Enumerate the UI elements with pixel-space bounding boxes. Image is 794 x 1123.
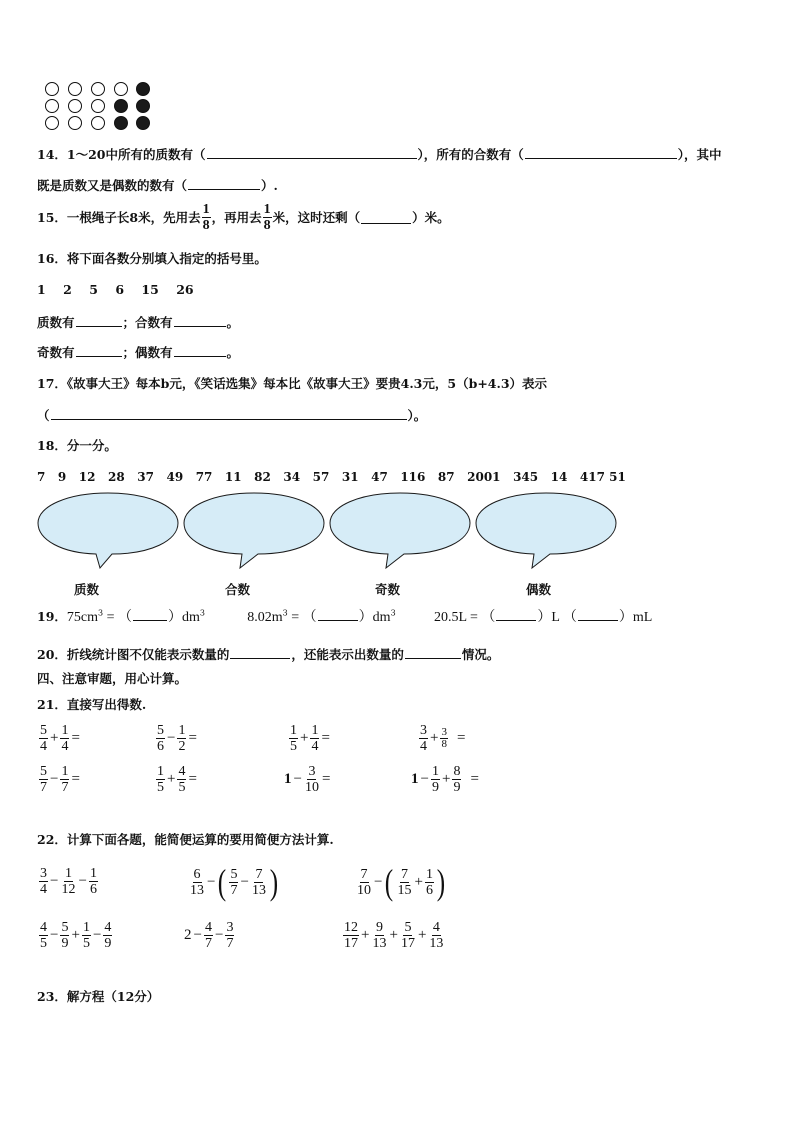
empty-dot [91,116,105,130]
answer-blank[interactable] [174,314,226,327]
question-20 [37,646,499,663]
answer-blank[interactable] [174,344,226,357]
answer-blank[interactable] [133,608,167,621]
superscript: 3 [282,608,288,618]
fraction: $\frac{1}{5}$ [82,920,90,951]
question-18-numbers: 7 9 12 28 37 49 77 11 82 34 57 31 47 116 87 2001 345 14 417 51 [37,470,626,484]
paren: ）。 [407,408,427,423]
empty-dot [68,82,82,96]
filled-dot [114,116,128,130]
q21-item-4: $\frac{3}{4}$ + $\frac{3}{8}$ = [420,723,466,754]
answer-blank[interactable] [578,608,618,621]
answer-blank[interactable] [188,177,260,190]
empty-dot [68,116,82,130]
q22-item-5: 2 − $\frac{4}{7}$ − $\frac{3}{7}$ [184,920,234,951]
question-14-line1 [37,146,722,163]
filled-dot [136,82,150,96]
fraction: $\frac{3}{10}$ [304,764,319,795]
question-22-title: 22．计算下面各题，能简便运算的要用简便方法计算. [37,832,334,847]
label: ；合数有 [122,315,173,330]
q21-item-5: $\frac{5}{7}$ − $\frac{1}{7}$ = [40,764,80,795]
q20-text: ，还能表示出数量的 [291,647,404,662]
question-17-line1: 17．《故事大王》每本b元，《笑话选集》每本比《故事大王》要贵4.3元，5（b+4.3）表示 [37,376,548,391]
fraction: $\frac{4}{13}$ [429,920,444,951]
fraction: $\frac{12}{17}$ [344,920,358,951]
fraction: $\frac{1}{6}$ [425,866,433,898]
q21-item-3: $\frac{1}{5}$ + $\frac{1}{4}$ = [290,723,330,754]
q19-text: 8.02m [247,610,283,625]
q20-text: 20．折线统计图不仅能表示数量的 [37,647,230,662]
fraction: $\frac{1}{8}$ [202,202,210,233]
fraction: $\frac{5}{6}$ [157,723,164,754]
superscript: 3 [199,608,205,618]
q22-item-4: $\frac{4}{5}$ − $\frac{5}{9}$ + $\frac{1}{5}$ − $\frac{4}{9}$ [40,920,112,951]
q15-text: 米，这时还剩（ [272,209,361,225]
question-15 [37,202,450,233]
question-19 [37,608,652,626]
q19-text: ）L （ [537,610,577,625]
q22-item-1: $\frac{3}{4}$ − $\frac{1}{12}$ − $\frac{1}{6}$ [40,866,97,897]
empty-dot [114,82,128,96]
empty-dot [91,99,105,113]
bubble-odd[interactable] [330,493,470,568]
fraction: $\frac{3}{4}$ [40,866,47,897]
question-21-title: 21．直接写出得数. [37,697,147,712]
q14-text: ），其中 [677,147,722,162]
q19-text: = （ [103,610,133,625]
answer-blank[interactable] [230,646,290,659]
q19-text: 75cm [66,610,99,625]
bubble-even[interactable] [476,493,616,568]
fraction: $\frac{9}{13}$ [372,920,387,951]
filled-dot [136,99,150,113]
fraction: $\frac{8}{9}$ [453,764,461,795]
fraction: $\frac{4}{5}$ [40,920,47,951]
fraction: $\frac{1}{6}$ [89,866,97,897]
fraction: $\frac{1}{8}$ [263,202,271,233]
fraction: $\frac{1}{7}$ [61,764,69,795]
fraction: $\frac{1}{9}$ [431,764,439,795]
question-23-title: 23．解方程（12分） [37,989,160,1004]
answer-blank[interactable] [318,608,358,621]
question-18-title: 18．分一分。 [37,438,117,453]
q19-text: ）dm [168,610,200,625]
empty-dot [68,99,82,113]
q15-text: ）米。 [412,209,450,225]
q20-text: 情况。 [461,647,500,662]
question-16-row1 [37,314,239,331]
bubble-label-even: 偶数 [526,582,552,597]
filled-dot [114,99,128,113]
bubble-label-composite: 合数 [225,582,251,597]
fraction: $\frac{7}{13}$ [251,866,266,898]
q19-text: 20.5L = （ [433,610,496,625]
question-16-numbers: 1 2 5 6 15 26 [37,282,194,297]
speech-bubbles [0,486,794,576]
q22-item-6: $\frac{12}{17}$ + $\frac{9}{13}$ + $\frac{5}{17}$ + $\frac{4}{13}$ [344,920,444,951]
filled-dot [136,116,150,130]
q19-text: ）mL [618,610,653,625]
q22-item-3: $\frac{7}{10}$ − ( $\frac{7}{15}$ + $\frac{1}{6}$ ) [357,862,446,902]
q14-text: 14．1～20中所有的质数有（ [37,147,206,162]
bubble-label-odd: 奇数 [375,582,401,597]
label: 质数有 [37,315,75,330]
q19-text: = （ [287,610,317,625]
empty-dot [91,82,105,96]
empty-dot [45,116,59,130]
q14-text: ）. [261,178,278,193]
fraction: $\frac{1}{5}$ [157,764,164,795]
q19-text: ）dm [358,610,391,625]
answer-blank[interactable] [76,344,122,357]
q21-item-6: $\frac{1}{5}$ + $\frac{4}{5}$ = [157,764,197,795]
fraction: $\frac{4}{5}$ [178,764,186,795]
fraction: $\frac{5}{9}$ [61,920,69,951]
question-16-row2 [37,344,239,361]
fraction: $\frac{1}{4}$ [61,723,69,754]
fraction: $\frac{1}{4}$ [311,723,319,754]
fraction: $\frac{3}{8}$ [441,726,447,750]
label: 奇数有 [37,345,75,360]
fraction: $\frac{1}{5}$ [290,723,297,754]
q21-item-7: 1 − $\frac{3}{10}$ = [284,764,331,795]
fraction: $\frac{5}{17}$ [400,920,415,951]
label: 。 [226,345,240,360]
fraction: $\frac{3}{7}$ [226,920,234,951]
fraction: $\frac{5}{7}$ [230,866,238,898]
answer-blank[interactable] [496,608,536,621]
bubble-prime[interactable] [38,493,178,568]
q21-item-1: $\frac{5}{4}$ + $\frac{1}{4}$ = [40,723,80,754]
superscript: 3 [98,608,104,618]
answer-blank[interactable] [51,407,407,420]
q14-text: ），所有的合数有（ [417,147,524,162]
empty-dot [45,82,59,96]
answer-blank[interactable] [76,314,122,327]
fraction: $\frac{4}{7}$ [204,920,212,951]
question-14-line2 [37,177,278,194]
fraction: $\frac{7}{15}$ [397,866,412,898]
fraction: $\frac{4}{9}$ [104,920,112,951]
q14-text: 既是质数又是偶数的数有（ [37,178,188,193]
q15-text: ，再用去 [211,209,262,225]
q21-item-8: 1 − $\frac{1}{9}$ + $\frac{8}{9}$ = [411,764,479,795]
fraction: $\frac{6}{13}$ [190,866,204,898]
section-4-heading: 四、注意审题，用心计算。 [37,671,188,686]
fraction: $\frac{5}{7}$ [40,764,47,795]
answer-blank[interactable] [207,146,417,159]
q15-text: 15．一根绳子长8米，先用去 [37,209,201,225]
fraction: $\frac{5}{4}$ [40,723,47,754]
q19-number: 19． [37,609,67,624]
answer-blank[interactable] [405,646,461,659]
label: 。 [226,315,240,330]
answer-blank[interactable] [361,211,411,224]
paren: （ [37,408,50,423]
bubble-composite[interactable] [184,493,324,568]
bubble-label-prime: 质数 [74,582,100,597]
question-17-line2 [37,407,426,424]
label: ；偶数有 [122,345,173,360]
fraction: $\frac{3}{4}$ [420,723,427,754]
fraction: $\frac{1}{12}$ [61,866,76,897]
q21-item-2: $\frac{5}{6}$ − $\frac{1}{2}$ = [157,723,197,754]
superscript: 3 [390,608,396,618]
empty-dot [45,99,59,113]
answer-blank[interactable] [525,146,677,159]
fraction: $\frac{7}{10}$ [357,866,371,898]
question-16-title: 16．将下面各数分别填入指定的括号里。 [37,251,267,266]
q22-item-2: $\frac{6}{13}$ − ( $\frac{5}{7}$ − $\frac{7}{13}$ ) [190,862,279,902]
fraction: $\frac{1}{2}$ [178,723,186,754]
